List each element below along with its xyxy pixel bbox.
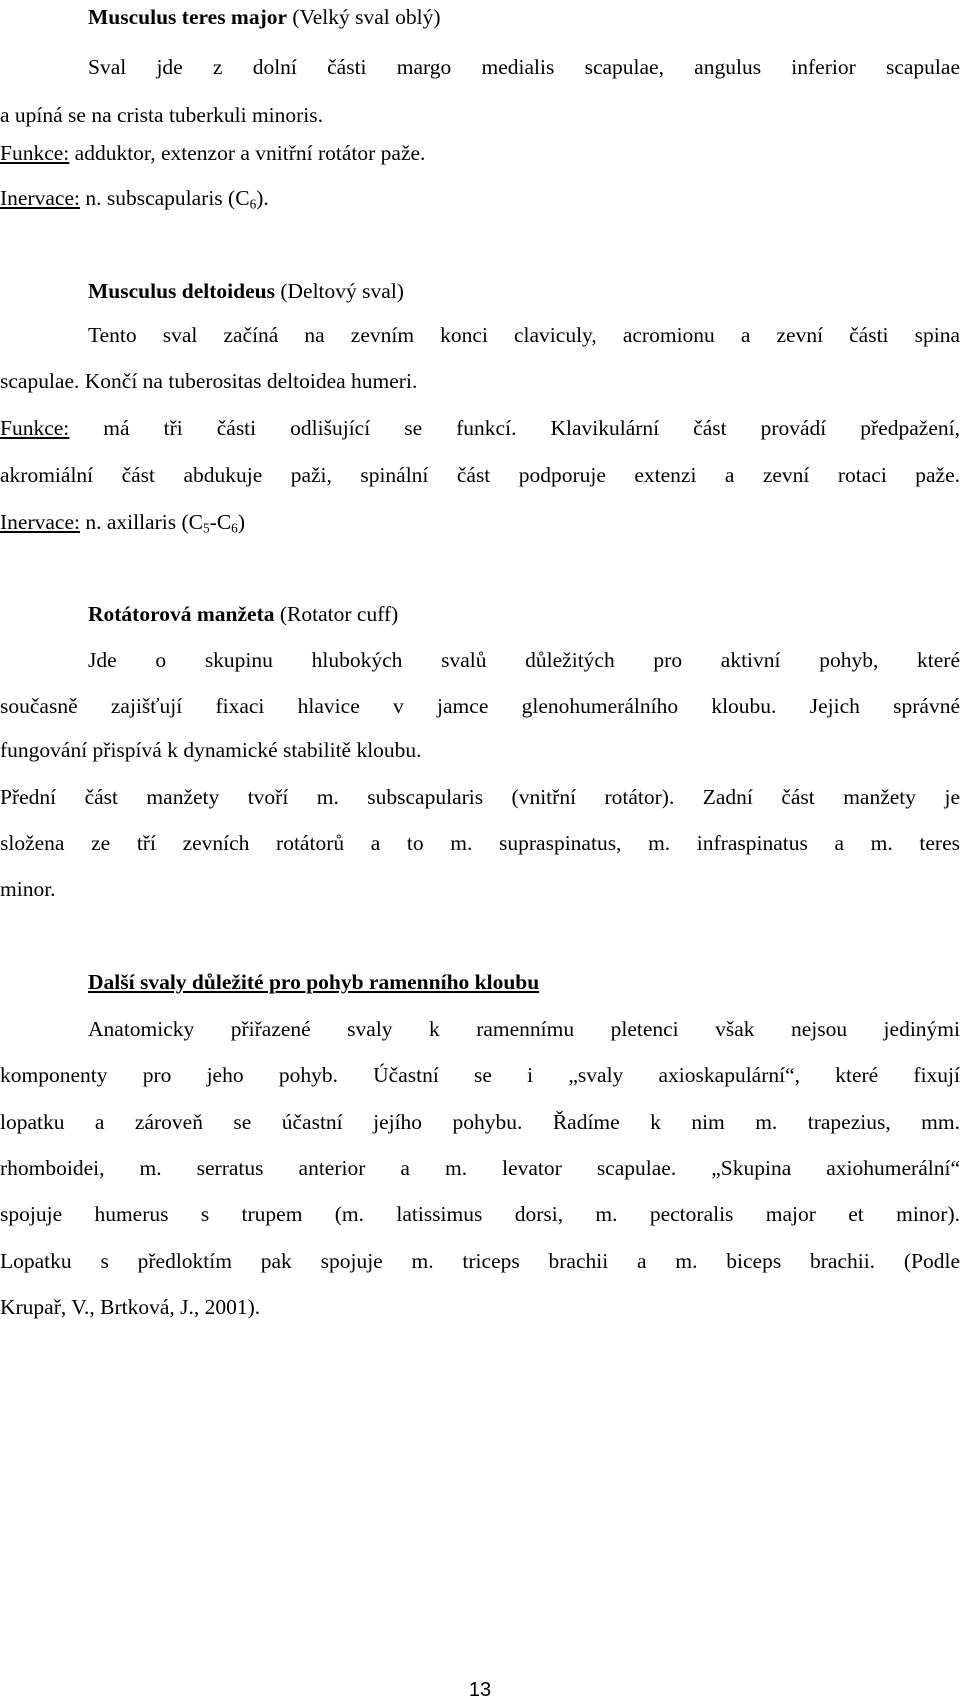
deltoid-line-1: Tento sval začíná na zevním konci claviculy, acromionu a zevní části spina (88, 323, 960, 347)
cuff-title: Rotátorová manžeta (88, 602, 275, 626)
cuff-line-3: fungování přispívá k dynamické stabilitě kloubu. (0, 738, 422, 762)
teres-title: Musculus teres major (88, 5, 288, 29)
cuff-line-5: složena ze tří zevních rotátorů a to m. supraspinatus, m. infraspinatus a m. teres (0, 831, 960, 855)
deltoid-heading (88, 276, 960, 306)
other-title: Další svaly důležité pro pohyb ramenního kloubu (88, 970, 540, 994)
teres-innervation-sub: 6 (249, 196, 257, 212)
deltoid-title-paren: (Deltový sval) (274, 279, 404, 303)
page-number: 13 (468, 1679, 492, 1701)
other-line-3: lopatku a zároveň se účastní jejího pohybu. Řadíme k nim m. trapezius, mm. (0, 1110, 960, 1134)
teres-innervation-end: ). (256, 186, 269, 210)
deltoid-innervation-end: ) (237, 510, 245, 534)
other-line-5: spojuje humerus s trupem (m. latissimus dorsi, m. pectoralis major et minor). (0, 1202, 960, 1226)
cuff-line-6: minor. (0, 877, 56, 901)
teres-title-paren: (Velký sval oblý) (287, 5, 441, 29)
deltoid-line-4: akromiální část abdukuje paži, spinální část podporuje extenzi a zevní rotaci paže. (0, 463, 960, 487)
deltoid-innervation-sub-2: 6 (231, 520, 238, 536)
deltoid-line-2: scapulae. Končí na tuberositas deltoidea humeri. (0, 369, 418, 393)
teres-heading (88, 2, 960, 32)
teres-innervation-text: n. subscapularis (C (79, 186, 250, 210)
teres-function-text: adduktor, extenzor a vnitřní rotátor paže. (69, 141, 426, 165)
deltoid-innervation (0, 507, 960, 537)
deltoid-function-text: má tři části odlišující se funkcí. Klavikulární část provádí předpažení, (69, 416, 960, 440)
teres-line-2: a upíná se na crista tuberkuli minoris. (0, 103, 324, 127)
deltoid-innervation-sub-1: 5 (202, 520, 210, 536)
cuff-line-2: současně zajišťují fixaci hlavice v jamce glenohumerálního kloubu. Jejich správné (0, 694, 960, 718)
other-line-7: Krupař, V., Brtková, J., 2001). (0, 1295, 261, 1319)
deltoid-innervation-text: n. axillaris (C (79, 510, 203, 534)
teres-line-1: Sval jde z dolní části margo medialis scapulae, angulus inferior scapulae (88, 55, 960, 79)
deltoid-innervation-label: Inervace: (0, 510, 80, 534)
deltoid-title: Musculus deltoideus (88, 279, 275, 303)
deltoid-function-label: Funkce: (0, 416, 70, 440)
teres-innervation (0, 183, 960, 213)
deltoid-innervation-mid: -C (209, 510, 232, 534)
other-heading (88, 967, 960, 997)
cuff-heading (88, 599, 960, 629)
teres-function-label: Funkce: (0, 141, 70, 165)
teres-function (0, 138, 960, 168)
other-line-4: rhomboidei, m. serratus anterior a m. levator scapulae. „Skupina axiohumerální“ (0, 1156, 960, 1180)
teres-innervation-label: Inervace: (0, 186, 80, 210)
other-line-2: komponenty pro jeho pohyb. Účastní se i „svaly axioskapulární“, které fixují (0, 1063, 960, 1087)
cuff-line-1: Jde o skupinu hlubokých svalů důležitých pro aktivní pohyb, které (88, 648, 960, 672)
deltoid-function (0, 413, 960, 443)
cuff-line-4: Přední část manžety tvoří m. subscapularis (vnitřní rotátor). Zadní část manžety je (0, 785, 960, 809)
other-line-6: Lopatku s předloktím pak spojuje m. triceps brachii a m. biceps brachii. (Podle (0, 1249, 960, 1273)
other-line-1: Anatomicky přiřazené svaly k ramennímu pletenci však nejsou jedinými (88, 1017, 960, 1041)
cuff-title-paren: (Rotator cuff) (274, 602, 399, 626)
